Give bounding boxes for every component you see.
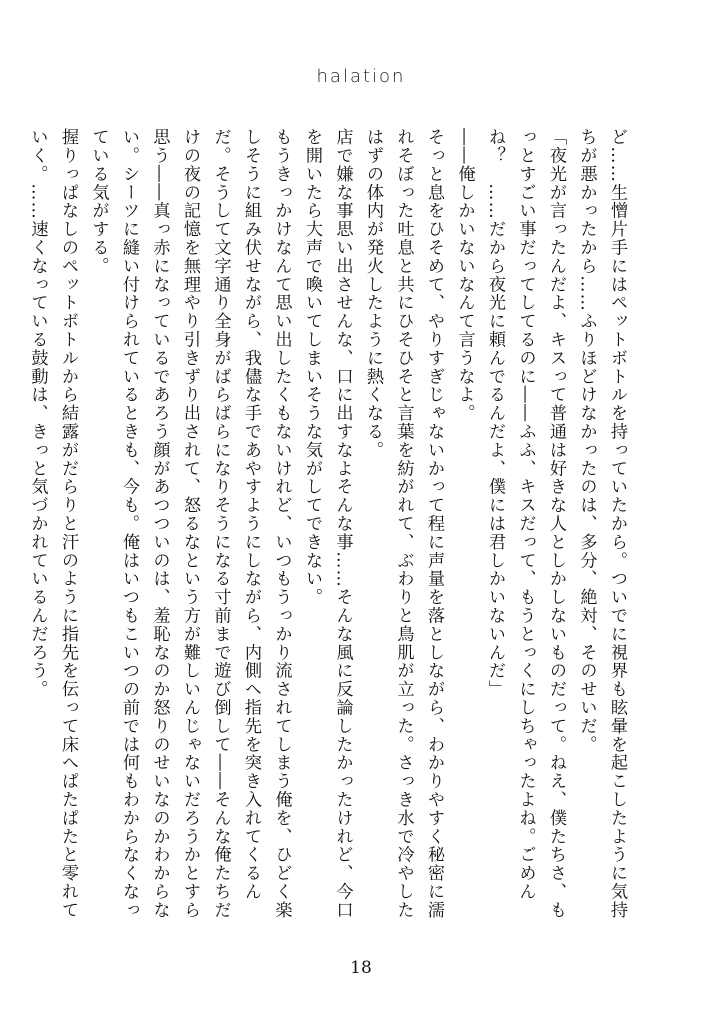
paragraph: ど……生憎片手にはペットボトルを持っていたから。ついでに視界も眩暈を起こしたように気持ちが悪かったから……ふりほどけなかったのは、多分、絶対、そのせいだ。 — [576, 128, 627, 920]
paragraph: 店で嫌な事思い出させんな、口に出すなよそんな事……そんな風に反論したかったけれど、今口を開いたら大声で喚いてしまいそうな気がしてできない。 — [302, 128, 353, 920]
paragraph: そっと息をひそめて、やりすぎじゃないかって程に声量を落としながら、わかりやすく秘密に濡れそぼった吐息と共にひそひそと言葉を紡がれて、ぶわりと鳥肌が立った。さっき水で冷やしたはずの体内が発火したように熱くなる。 — [363, 128, 444, 920]
paragraph: 「夜光が言ったんだよ、キスって普通は好きな人としかしないものだって。ねえ、僕たちさ、もっとすごい事だってしてるのに――ふふ、キスだって、もうとっくにしちゃったよね。ごめんね？ ……だから夜光に頼んでるんだよ、僕には君しかいないんだ」 — [485, 128, 566, 920]
paragraph: もうきっかけなんて思い出したくもないけれど、いつもうっかり流されてしまう俺を、ひどく楽しそうに組み伏せながら、我儘な手であやすようにしながら、内側へ指先を突き入れてくるんだ。そうして文字通り全身がばらばらになりそうになる寸前まで遊び倒して――そんな俺たちだけの夜の記憶を無理やり引きずり出されて、怒るなという方が難しいんじゃないだろうかとすら思う――真っ赤になっているであろう顔があつついのは、羞恥なのか怒りのせいなのかわからない。シーツに縫い付けられているときも、今も。俺はいつもこいつの前では何もわからなくなっている気がする。 — [88, 128, 292, 920]
vertical-body-text — [27, 128, 632, 928]
running-header-title: halation — [316, 66, 406, 87]
page-number: 18 — [350, 958, 372, 978]
paragraph: 握りっぱなしのペットボトルから結露がだらりと汗のように指先を伝って床へぱたぱたと零れていく。……速くなっている鼓動は、きっと気づかれているんだろう。 — [27, 128, 78, 920]
paragraph: ――俺しかいないなんて言うなよ。 — [454, 128, 475, 423]
